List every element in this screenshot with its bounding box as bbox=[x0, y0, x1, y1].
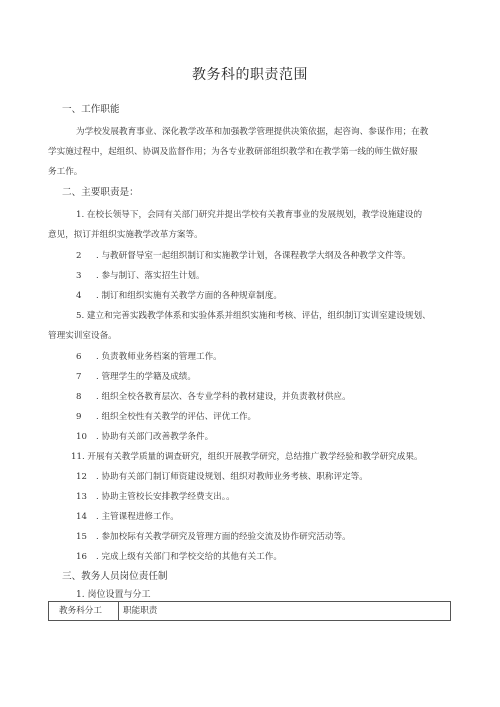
duty-item-continuation: 管理实训室设备。 bbox=[48, 331, 117, 341]
duty-number: 14 bbox=[76, 512, 87, 522]
duty-number: 11 bbox=[71, 452, 82, 462]
duty-text: . 与教研督导室一起组织制订和实施教学计划，各课程教学大纲及各种教学文件等。 bbox=[96, 251, 411, 261]
duty-number: 6 bbox=[76, 352, 82, 362]
duty-number: 15 bbox=[76, 532, 87, 542]
table-header-division: 教务科分工 bbox=[49, 602, 119, 620]
duty-text: . 协助有关部门制订师资建设规划、组织对教师业务考核、职称评定等。 bbox=[96, 472, 368, 482]
duty-number: 5 bbox=[76, 311, 82, 321]
duty-number: 12 bbox=[76, 472, 87, 482]
subsection-heading: 1. 岗位设置与分工 bbox=[76, 590, 151, 600]
duty-text: . 组织全校各教育层次、各专业学科的教材建设，并负责教材供应。 bbox=[96, 392, 351, 402]
duty-item bbox=[76, 290, 282, 302]
duty-item bbox=[76, 431, 213, 443]
duty-item bbox=[76, 471, 368, 483]
duty-number: 10 bbox=[76, 432, 87, 442]
duty-text: . 制订和组织实施有关教学方面的各种规章制度。 bbox=[96, 291, 282, 301]
duty-item bbox=[76, 209, 422, 221]
duty-text: . 完成上级有关部门和学校交给的其他有关工作。 bbox=[96, 552, 282, 562]
duty-item bbox=[76, 270, 205, 282]
paragraph-line: 学实施过程中，起组织、协调及监督作用；为各专业教研部组织教学和在教学第一线的师生做好服 bbox=[48, 147, 418, 157]
section-heading-main-duties: 二、主要职责是： bbox=[62, 187, 139, 198]
duty-item bbox=[76, 371, 196, 383]
table-header-duties: 职能职责 bbox=[123, 606, 158, 616]
duty-number: 4 bbox=[76, 291, 82, 301]
duty-text: . 协助有关部门改善教学条件。 bbox=[96, 432, 214, 442]
paragraph-line: 为学校发展教育事业、深化教学改革和加强教学管理提供决策依据，起咨询、参谋作用；在教 bbox=[76, 127, 429, 137]
paragraph-line: 务工作。 bbox=[48, 167, 83, 177]
duty-item bbox=[76, 310, 431, 322]
duty-item bbox=[76, 391, 351, 403]
duty-number: 8 bbox=[76, 392, 82, 402]
duty-item bbox=[76, 411, 256, 423]
duty-text: . 管理学生的学籍及成绩。 bbox=[96, 372, 196, 382]
duty-text: . 开展有关教学质量的调查研究，组织开展教学研究，总结推广教学经验和教学研究成果。 bbox=[81, 452, 423, 462]
duty-item-continuation: 意见，拟订并组织实施教学改革方案等。 bbox=[48, 230, 203, 240]
duty-number: 13 bbox=[76, 492, 87, 502]
duty-number: 2 bbox=[76, 251, 82, 261]
duty-text: . 参与制订、落实招生计划。 bbox=[96, 271, 205, 281]
duty-text: . 协助主管校长安排教学经费支出。。 bbox=[96, 492, 235, 502]
document-title: 教务科的职责范围 bbox=[192, 67, 308, 83]
duty-text: . 在校长领导下，会同有关部门研究并提出学校有关教育事业的发展规划，教学设施建设的 bbox=[81, 210, 423, 220]
duty-number: 7 bbox=[76, 372, 82, 382]
duty-number: 3 bbox=[76, 271, 82, 281]
duty-text: . 组织全校性有关教学的评估、评优工作。 bbox=[96, 412, 257, 422]
duty-number: 16 bbox=[76, 552, 87, 562]
duty-item bbox=[76, 531, 351, 543]
duty-text: . 主管课程进修工作。 bbox=[96, 512, 179, 522]
duty-item bbox=[71, 451, 423, 463]
section-heading-work-function: 一、工作职能 bbox=[62, 104, 120, 115]
duty-item bbox=[76, 511, 179, 523]
duty-item bbox=[76, 491, 235, 503]
duty-item bbox=[76, 351, 222, 363]
duty-number: 9 bbox=[76, 412, 82, 422]
duty-text: . 建立和完善实践教学体系和实验体系并组织实施和考核、评估，组织制订实训室建设规划、 bbox=[81, 311, 431, 321]
duty-item bbox=[76, 250, 411, 262]
duty-table bbox=[48, 601, 451, 621]
duty-item bbox=[76, 551, 282, 563]
duty-number: 1 bbox=[76, 210, 82, 220]
duty-text: . 参加校际有关教学研究及管理方面的经验交流及协作研究活动等。 bbox=[96, 532, 351, 542]
duty-text: . 负责教师业务档案的管理工作。 bbox=[96, 352, 222, 362]
section-heading-staff-responsibility: 三、教务人员岗位责任制 bbox=[62, 571, 168, 582]
